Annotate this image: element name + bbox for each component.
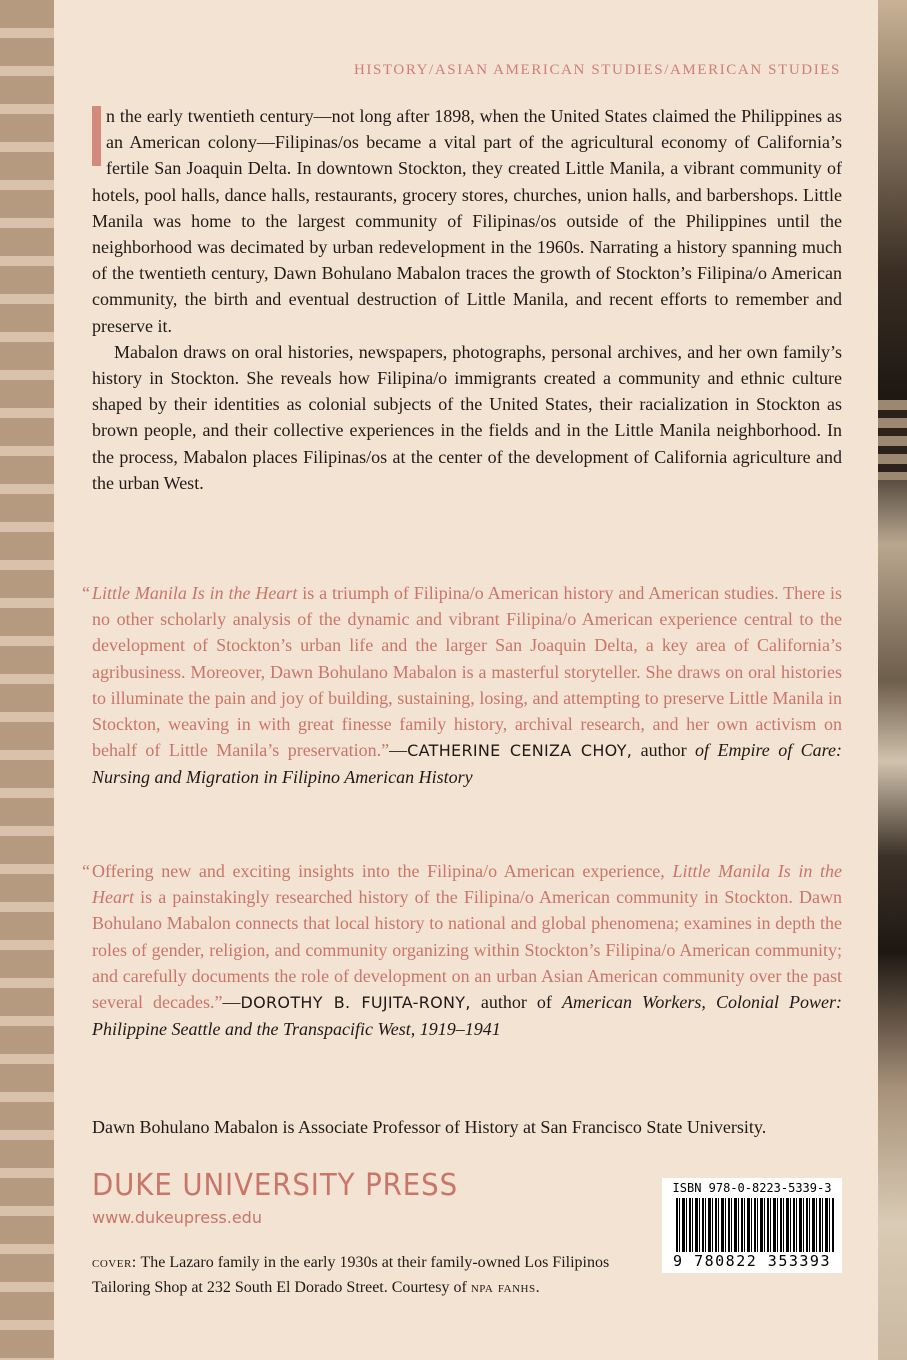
category-label: HISTORY/ASIAN AMERICAN STUDIES/AMERICAN STUDIES	[353, 62, 841, 78]
author-bio: Dawn Bohulano Mabalon is Associate Professor of History at San Francisco State University.	[92, 1117, 767, 1137]
description	[92, 103, 842, 496]
description-paragraph-2: Mabalon draws on oral histories, newspapers, photographs, personal archives, and her own family’s history in Stockton. She reveals how Filipina/o immigrants created a community and ethnic culture shaped by their identities as colonial subjects of the United States, their racialization in Stockton as brown people, and their collective experiences in the fields and in the Little Manila neighborhood. In the process, Mabalon places Filipinas/os at the center of the development of California agriculture and the urban West.	[92, 341, 842, 493]
description-paragraph-1: n the early twentieth century—not long after 1898, when the United States claimed the Philippines as an American colony—Filipinas/os became a vital part of the agricultural economy of California’s fertile San Joaquin Delta. In downtown Stockton, they created Little Manila, a vibrant community of hotels, pool halls, dance halls, restaurants, grocery stores, churches, union halls, and barbershops. Little Manila was home to the largest community of Filipinas/os outside of the Philippines until the neighborhood was decimated by urban redevelopment in the 1960s. Narrating a history spanning much of the twentieth century, Dawn Bohulano Mabalon traces the growth of Stockton’s Filipina/o American community, the birth and eventual destruction of Little Manila, and recent efforts to remember and preserve it.	[92, 106, 842, 336]
right-photo-strip	[878, 0, 907, 1360]
blurb-1-source-title: of Empire of Care: Nursing and Migration in Filipino American History	[92, 740, 842, 788]
blurb-1: “ Little Manila Is in the Heart is a triumph of Filipina/o American history and American studies. There is no other scholarly analysis of the dynamic and vibrant Filipina/o American experience central to the development of Stockton’s urban life and the larger San Joaquin Delta, a key area of California’s agribusiness. Moreover, Dawn Bohulano Mabalon is a masterful storyteller. She draws on oral histories to illuminate the pain and joy of building, sustaining, losing, and attempting to preserve Little Manila in Stockton, weaving in with great finesse family history, archival research, and her own activism on behalf of Little Manila’s preservation.”—CATHERINE CENIZA CHOY, author of Empire of Care: Nursing and Migration in Filipino American History	[82, 583, 843, 788]
blurb-2-book-title: Little Manila Is in the Heart	[92, 861, 842, 908]
isbn-barcode	[662, 1178, 842, 1273]
cover-credit-label: cover:	[92, 1254, 137, 1271]
cover-credit: cover: The Lazaro family in the early 1930s at their family-owned Los Filipinos Tailoring Shop at 232 South El Dorado Street. Courtesy of npa fanhs.	[92, 1254, 610, 1296]
barcode-bars	[676, 1198, 834, 1252]
blurb-2-source-title: American Workers, Colonial Power: Philippine Seattle and the Transpacific West, 1919–1941	[92, 992, 843, 1040]
isbn-text: ISBN 978-0-8223-5339-3	[672, 1181, 832, 1195]
publisher-name: DUKE UNIVERSITY PRESS	[92, 1168, 459, 1203]
dropcap-bar	[92, 106, 101, 166]
blurb-1-book-title: Little Manila Is in the Heart	[92, 583, 298, 603]
barcode-digits: 9 780822 353393	[673, 1252, 831, 1270]
blurb-1-attribution: —CATHERINE CENIZA CHOY, author of Empire of Care: Nursing and Migration in Filipino American History	[92, 740, 842, 788]
blurb-2-author-name: DOROTHY B. FUJITA-RONY,	[240, 993, 471, 1013]
blurb-2: “ Offering new and exciting insights into the Filipina/o American experience, Little Manila Is in the Heart is a painstakingly researched history of the Filipina/o American community in Stockton. Dawn Bohulano Mabalon connects that local history to national and global phenomena; examines in depth the roles of gender, religion, and community organizing within Stockton’s Filipina/o American community; and carefully documents the role of development on an urban Asian American community over the past several decades.”—DOROTHY B. FUJITA-RONY, author of American Workers, Colonial Power: Philippine Seattle and the Transpacific West, 1919–1941	[82, 861, 843, 1040]
publisher-url[interactable]: www.dukeupress.edu	[92, 1208, 262, 1227]
blurb-2-attribution: —DOROTHY B. FUJITA-RONY, author of American Workers, Colonial Power: Philippine Seattle and the Transpacific West, 1919–1941	[92, 992, 843, 1040]
blurb-1-author-name: CATHERINE CENIZA CHOY,	[407, 741, 633, 761]
left-photo-strip	[0, 0, 54, 1360]
